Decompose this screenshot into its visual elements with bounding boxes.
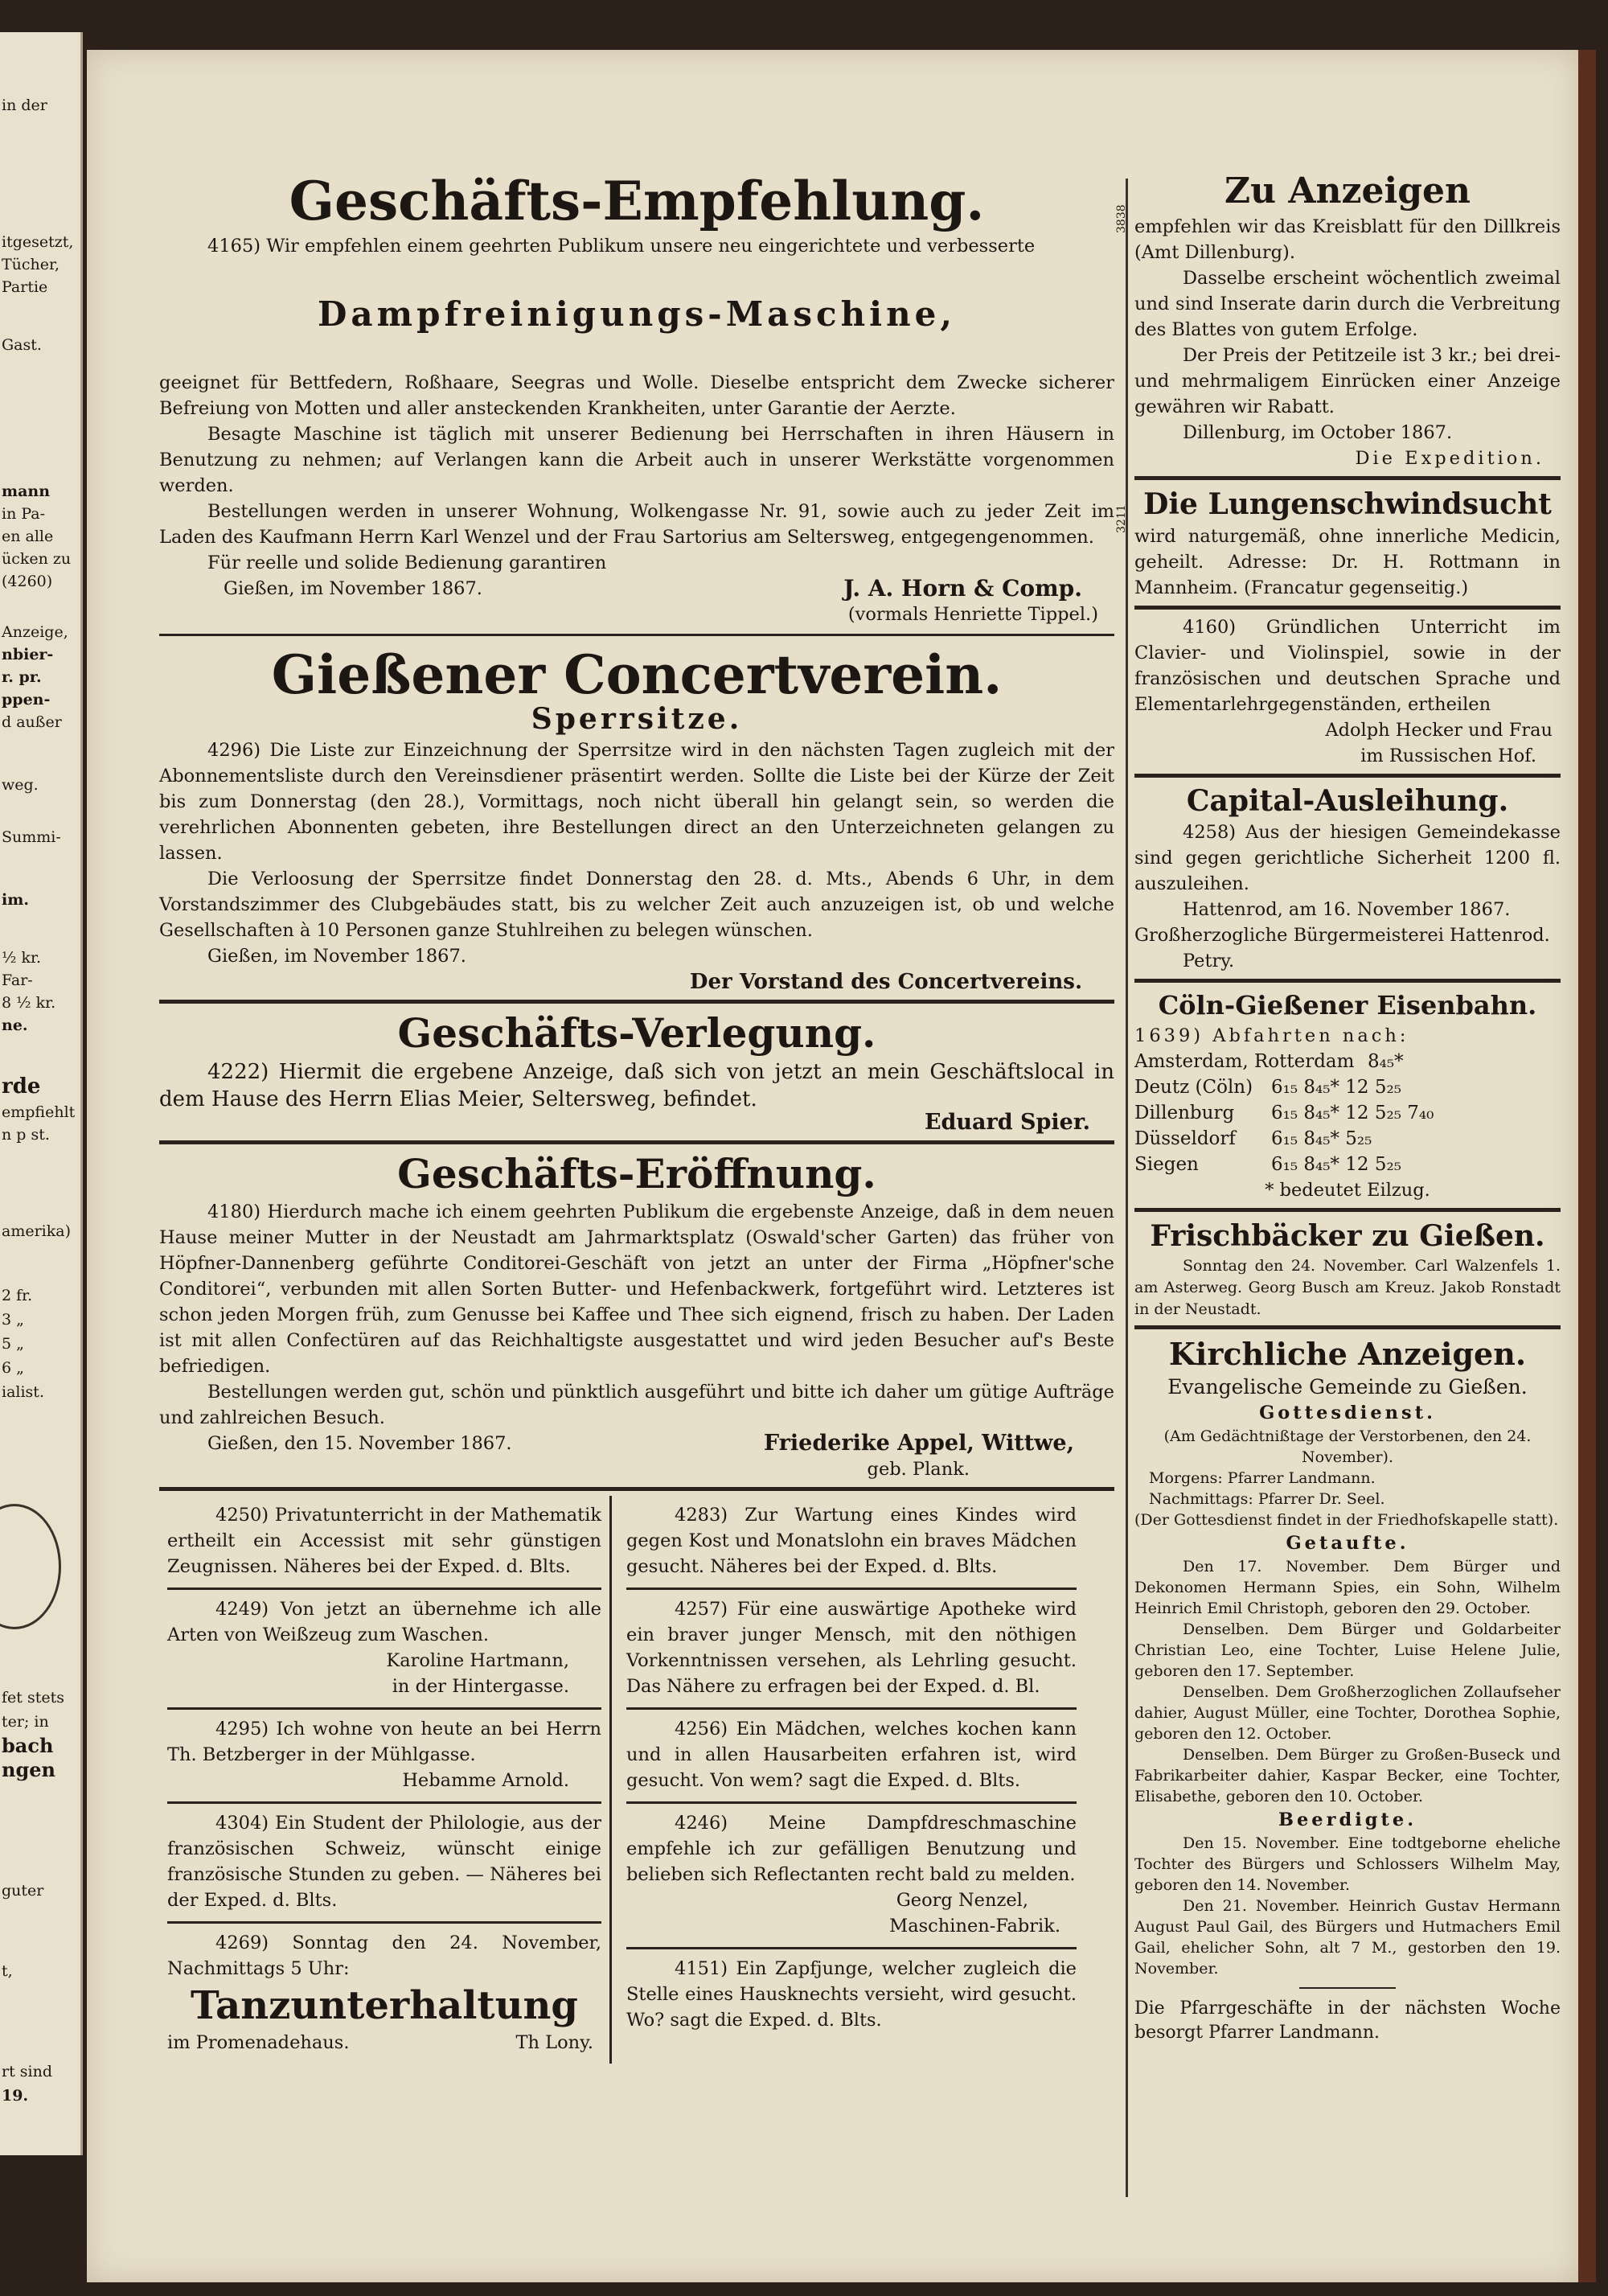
small-ad-text: 4269) Sonntag den 24. November, Nachmittags 5 Uhr:: [167, 1933, 601, 1979]
ad-stamp-number: 3211: [1115, 504, 1128, 533]
ad-signature: Der Vorstand des Concertvereins.: [689, 970, 1082, 994]
small-ads-right: [609, 1496, 1085, 2064]
ad-text: Bestellungen werden in unserer Wohnung, Wolkengasse Nr. 91, sowie auch zu jeder Zeit im Laden des Kaufmann Herrn Karl Wenzel und der Frau Sartorius am Seltersweg, entgegengenommen.: [159, 501, 1114, 548]
margin-fragment: weg.: [2, 776, 39, 794]
small-ad-signature: Hebamme Arnold.: [402, 1770, 569, 1791]
timetable-row: [1134, 1152, 1561, 1177]
register-entry: Denselben. Dem Großherzoglichen Zollaufseher dahier, August Müller, eine Tochter, Dorothea Sophie, geboren den 12. October.: [1134, 1683, 1561, 1743]
timetable-station: Dillenburg: [1134, 1103, 1235, 1123]
ad-signature: Petry.: [1183, 951, 1235, 971]
ad-church-notices: [1134, 1334, 1561, 2045]
small-ad-place: im Promenadehaus.: [167, 2032, 350, 2053]
ad-business-opening: [159, 1149, 1114, 1482]
small-ad-title: Tanzunterhaltung: [191, 1983, 578, 2028]
margin-fragment: itgesetzt,: [2, 233, 74, 251]
section-heading: Getaufte.: [1286, 1533, 1409, 1554]
small-ads-grid: [159, 1496, 1114, 2064]
timetable-times: 8₄₅*: [1368, 1051, 1404, 1072]
small-ad: [167, 1710, 601, 1804]
divider: [1134, 476, 1561, 480]
section-heading: Gottesdienst.: [1259, 1403, 1436, 1423]
margin-fragment: 2 fr.: [2, 1287, 33, 1304]
register-entry: Den 21. November. Heinrich Gustav Hermann August Paul Gail, des Bürgers und Hutmachers Emil Gail, ehelicher Sohn, alt 7 M., gestorben den 19. November.: [1134, 1897, 1561, 1978]
margin-fragment: fet stets: [2, 1689, 64, 1707]
ad-text: wird naturgemäß, ohne innerliche Medicin, geheilt. Adresse: Dr. H. Rottmann in Mannheim. (Francatur gegenseitig.): [1134, 526, 1561, 598]
ad-signature: im Russischen Hof.: [1360, 745, 1536, 766]
small-ad-text: 4246) Meine Dampfdreschmaschine empfehle ich zur gefälligen Benutzung und belieben sich Reflectanten recht bald zu melden.: [626, 1813, 1077, 1885]
margin-fragment: ne.: [2, 1017, 28, 1034]
ad-title: Capital-Ausleihung.: [1186, 784, 1509, 818]
divider: [159, 1000, 1114, 1004]
timetable-times: 6₁₅ 8₄₅* 12 5₂₅: [1271, 1077, 1401, 1098]
small-ad: [626, 1949, 1077, 2041]
right-column: [1115, 169, 1561, 2045]
column-rule: [1126, 179, 1128, 2197]
ad-cleaning-machine: [159, 169, 1114, 627]
ad-signature: J. A. Horn & Comp.: [843, 575, 1082, 602]
register-entry: Den 15. November. Eine todtgeborne eheliche Tochter des Bürgers und Schlossers Wilhelm May, geboren den 14. November.: [1134, 1834, 1561, 1894]
ad-place-date: Hattenrod, am 16. November 1867.: [1183, 899, 1511, 920]
small-ad-dance: [167, 1924, 601, 2064]
margin-fragment: en alle: [2, 528, 54, 545]
margin-fragment: im.: [2, 891, 29, 909]
divider: [1134, 979, 1561, 983]
ad-text: (Der Gottesdienst findet in der Friedhofskapelle statt).: [1134, 1511, 1559, 1529]
ad-consumption-cure: [1115, 485, 1561, 601]
small-ad-text: 4250) Privatunterricht in der Mathematik ertheilt ein Accessist mit sehr günstigen Zeugnissen. Näheres bei der Exped. d. Blts.: [167, 1505, 601, 1577]
margin-fragment: ialist.: [2, 1383, 44, 1401]
newspaper-page: [87, 50, 1596, 2282]
ad-text: 4180) Hierdurch mache ich einem geehrten Publikum die ergebenste Anzeige, daß in dem neuen Hause meiner Mutter in der Neustadt am Jahrmarktsplatz (Oswald'scher Garten) das früher von Höpfner-Dannenberg geführte Conditorei-Geschäft von jetzt an unter der Firma „Höpfner'sche Conditorei“, verbunden mit allen Sorten Butter- und Hefenbackwerk, fortgeführt wird. Letzteres ist schon jeden Morgen früh, zum Genusse bei Kaffee und Thee sich eignend, frisch zu haben. Der Laden ist mit allen Confectüren auf das Reichhaltigste ausgestattet und wird jeden Besucher auf's Beste befriedigen.: [159, 1201, 1114, 1377]
margin-fragment: guter: [2, 1882, 44, 1900]
margin-fragment: Summi-: [2, 828, 61, 846]
ad-railway-timetable: [1134, 988, 1561, 1203]
margin-fragment: 6 „: [2, 1359, 24, 1377]
small-ad: [626, 1804, 1077, 1949]
timetable-times: 6₁₅ 8₄₅* 12 5₂₅ 7₄₀: [1271, 1103, 1434, 1123]
timetable-station: Siegen: [1134, 1154, 1199, 1175]
ad-signature: Adolph Hecker und Frau: [1325, 720, 1553, 741]
ad-text: Bestellungen werden gut, schön und pünktlich ausgeführt und bitte ich daher um gütige Aufträge und zahlreichen Besuch.: [159, 1382, 1114, 1428]
ad-music-lessons: [1134, 614, 1561, 769]
timetable-station: Amsterdam, Rotterdam: [1134, 1051, 1355, 1072]
ad-title: Frischbäcker zu Gießen.: [1150, 1219, 1545, 1253]
ad-text: 1639) Abfahrten nach:: [1134, 1025, 1409, 1046]
ad-place-date: Gießen, im November 1867.: [224, 578, 482, 599]
ad-signature-row: [159, 576, 1114, 602]
small-ad-text: 4304) Ein Student der Philologie, aus der französischen Schweiz, wünscht einige französische Stunden zu geben. — Näheres bei der Exped. d. Blts.: [167, 1813, 601, 1911]
section-heading: Beerdigte.: [1278, 1809, 1417, 1830]
margin-fragment: n p st.: [2, 1126, 50, 1144]
ad-bakers: [1134, 1217, 1561, 1321]
ad-signature: Friederike Appel, Wittwe,: [764, 1431, 1074, 1456]
margin-fragment: empfiehlt: [2, 1103, 76, 1121]
ad-signature: Eduard Spier.: [924, 1110, 1090, 1135]
ad-text: Sonntag den 24. November. Carl Walzenfels 1. am Asterweg. Georg Busch am Kreuz. Jakob Ronstadt in der Neustadt.: [1134, 1257, 1561, 1318]
ad-title: Kirchliche Anzeigen.: [1168, 1336, 1527, 1372]
ad-title: Cöln-Gießener Eisenbahn.: [1158, 990, 1537, 1021]
ad-subtitle: Evangelische Gemeinde zu Gießen.: [1167, 1375, 1528, 1399]
margin-fragment: ter; in: [2, 1713, 49, 1731]
margin-fragment: Far-: [2, 971, 33, 989]
timetable-station: Deutz (Cöln): [1134, 1077, 1253, 1098]
timetable-row: [1134, 1126, 1561, 1152]
ad-business-relocation: [159, 1008, 1114, 1136]
margin-fragment: bach: [2, 1734, 54, 1757]
ad-text: Großherzogliche Bürgermeisterei Hattenrod.: [1134, 925, 1550, 946]
ad-title: Die Lungenschwindsucht: [1143, 487, 1552, 521]
ad-text: Die Pfarrgeschäfte in der nächsten Woche besorgt Pfarrer Landmann.: [1134, 1998, 1561, 2043]
timetable-station: Düsseldorf: [1134, 1128, 1236, 1149]
margin-fragment: nbier-: [2, 646, 54, 663]
small-ad-signature: in der Hintergasse.: [392, 1676, 569, 1697]
margin-fragment: 19.: [2, 2087, 29, 2105]
margin-fragment: in Pa-: [2, 505, 46, 523]
ad-signature: Die Expedition.: [1355, 448, 1544, 469]
small-ad-signature: Georg Nenzel,: [896, 1890, 1028, 1911]
margin-fragment: 3 „: [2, 1311, 24, 1329]
ad-text: Dasselbe erscheint wöchentlich zweimal und sind Inserate darin durch die Verbreitung des Blattes von gutem Erfolge.: [1134, 268, 1561, 340]
ad-text: Die Verloosung der Sperrsitze findet Donnerstag den 28. d. Mts., Abends 6 Uhr, in dem Vorstandszimmer des Clubgebäudes statt, bis zu welcher Zeit auch anzuzeigen ist, ob und welche Gesellschaften à 10 Personen ganze Stuhlreihen zu belegen wünschen.: [159, 869, 1114, 941]
small-ad-signature: Karoline Hartmann,: [386, 1650, 569, 1671]
margin-fragment: t,: [2, 1962, 13, 1980]
small-ad: [167, 1590, 601, 1710]
ad-place-date: Gießen, den 15. November 1867.: [207, 1433, 512, 1454]
margin-fragment: Anzeige,: [2, 623, 68, 641]
timetable-row: [1134, 1074, 1561, 1100]
timetable-row: [1134, 1049, 1561, 1074]
ad-capital-loan: [1134, 782, 1561, 974]
margin-fragment: rt sind: [2, 2063, 52, 2080]
margin-fragment: (4260): [2, 573, 53, 590]
margin-fragment: ½ kr.: [2, 949, 42, 967]
small-ad-text: 4249) Von jetzt an übernehme ich alle Arten von Weißzeug zum Waschen.: [167, 1599, 601, 1645]
ad-text: 4222) Hiermit die ergebene Anzeige, daß sich von jetzt an mein Geschäftslocal in dem Hause des Herrn Elias Meier, Seltersweg, befindet.: [159, 1060, 1114, 1111]
timetable-note: * bedeutet Eilzug.: [1265, 1180, 1430, 1201]
small-ad-text: 4151) Ein Zapfjunge, welcher zugleich die Stelle eines Hausknechts versieht, wird gesucht. Wo? sagt die Exped. d. Blts.: [626, 1958, 1077, 2031]
margin-fragment: ücken zu: [2, 550, 72, 568]
ad-text: Der Preis der Petitzeile ist 3 kr.; bei drei- und mehrmaligem Einrücken einer Anzeige gewähren wir Rabatt.: [1134, 345, 1561, 417]
divider: [1134, 774, 1561, 778]
ad-text: Morgens: Pfarrer Landmann.: [1149, 1469, 1376, 1487]
small-ad-signature: Maschinen-Fabrik.: [889, 1916, 1060, 1937]
divider: [159, 634, 1114, 636]
margin-fragment: in der: [2, 97, 47, 114]
small-ads-left: [159, 1496, 609, 2064]
small-ad: [626, 1496, 1077, 1590]
ad-title: Gießener Concertverein.: [271, 643, 1003, 706]
margin-fragment: d außer: [2, 713, 62, 731]
small-ad: [167, 1804, 601, 1924]
small-ad-signature-row: [167, 2030, 601, 2056]
timetable-row: [1134, 1100, 1561, 1126]
margin-fragment: r. pr.: [2, 668, 42, 686]
divider: [1299, 1987, 1396, 1989]
small-ad-text: 4295) Ich wohne von heute an bei Herrn Th. Betzberger in der Mühlgasse.: [167, 1719, 601, 1765]
register-entry: Den 17. November. Dem Bürger und Dekonomen Hermann Spies, ein Sohn, Wilhelm Heinrich Emil Christoph, geboren den 29. October.: [1134, 1558, 1561, 1617]
margin-fragment: ppen-: [2, 691, 51, 709]
ad-text: Für reelle und solide Bedienung garantiren: [207, 552, 607, 573]
ad-text: Nachmittags: Pfarrer Dr. Seel.: [1149, 1490, 1385, 1508]
small-ad-signature: Th Lony.: [515, 2032, 593, 2053]
margin-fragment: Gast.: [2, 336, 42, 354]
adjacent-page-fragment: [0, 32, 83, 2155]
seal-stamp-fragment: [0, 1504, 61, 1629]
divider: [159, 1487, 1114, 1491]
small-ad: [626, 1590, 1077, 1710]
small-ad-text: 4256) Ein Mädchen, welches kochen kann und in allen Hausarbeiten erfahren ist, wird gesucht. Von wem? sagt die Exped. d. Blts.: [626, 1719, 1077, 1791]
ad-place-date: Gießen, im November 1867.: [207, 946, 466, 967]
ad-subtitle: Sperrsitze.: [531, 702, 743, 736]
ad-text: geeignet für Bettfedern, Roßhaare, Seegras und Wolle. Dieselbe entspricht dem Zwecke sicherer Befreiung von Motten und aller ansteckenden Krankheiten, unter Garantie der Aerzte.: [159, 372, 1114, 419]
divider: [1134, 1208, 1561, 1212]
ad-text: Besagte Maschine ist täglich mit unserer Bedienung bei Herrschaften in ihren Häusern in Benutzung zu nehmen; auf Verlangen kann die Arbeit auch in unserer Werkstätte vorgenommen werden.: [159, 424, 1114, 496]
ad-district-paper: [1115, 169, 1561, 471]
margin-fragment: Partie: [2, 278, 48, 296]
margin-fragment: ngen: [2, 1758, 55, 1781]
ad-text: 4165) Wir empfehlen einem geehrten Publikum unsere neu eingerichtete und verbesserte: [207, 236, 1036, 257]
ad-text: 4258) Aus der hiesigen Gemeindekasse sind gegen gerichtliche Sicherheit 1200 fl. auszuleihen.: [1134, 822, 1561, 894]
ad-title: Geschäfts-Verlegung.: [397, 1009, 876, 1057]
ad-text: 4160) Gründlichen Unterricht im Clavier- und Violinspiel, sowie in der französischen und deutschen Sprache und Elementarlehrgegenständen, ertheilen: [1134, 617, 1561, 715]
margin-fragment: Tücher,: [2, 256, 60, 273]
timetable-times: 6₁₅ 8₄₅* 5₂₅: [1271, 1128, 1372, 1149]
ad-signature-note: (vormals Henriette Tippel.): [847, 604, 1098, 625]
left-column: [159, 169, 1114, 2064]
register-entry: Denselben. Dem Bürger und Goldarbeiter Christian Leo, eine Tochter, Luise Helene Julie, geboren den 17. September.: [1134, 1620, 1561, 1680]
margin-fragment: mann: [2, 483, 51, 500]
small-ad: [167, 1496, 601, 1590]
ad-text: (Am Gedächtnißtage der Verstorbenen, den 24. November).: [1163, 1427, 1532, 1466]
divider: [159, 1140, 1114, 1144]
margin-fragment: 5 „: [2, 1335, 24, 1353]
ad-signature-row: [159, 1431, 1114, 1456]
small-ad-text: 4257) Für eine auswärtige Apotheke wird ein braver junger Mensch, mit den nöthigen Vorkenntnissen versehen, als Lehrling gesucht. Das Nähere zu erfragen bei der Exped. d. Bl.: [626, 1599, 1077, 1697]
ad-title: Geschäfts-Empfehlung.: [289, 170, 985, 232]
ad-title: Zu Anzeigen: [1224, 170, 1471, 212]
timetable-times: 6₁₅ 8₄₅* 12 5₂₅: [1271, 1154, 1401, 1175]
small-ad: [626, 1710, 1077, 1804]
ad-text: 4296) Die Liste zur Einzeichnung der Sperrsitze wird in den nächsten Tagen zugleich mit der Abonnementsliste durch den Vereinsdiener präsentirt werden. Sollte die Liste bei der Kürze der Zeit bis zum Donnerstag (den 28.), Vormittags, noch nicht überall hin gelangt sein, so werden die verehrlichen Abonnenten gebeten, ihre Bestellungen direct an den Unterzeichneten gelangen zu lassen.: [159, 740, 1114, 864]
ad-stamp-number: 3838: [1115, 204, 1128, 233]
register-entry: Denselben. Dem Bürger zu Großen-Buseck und Fabrikarbeiter dahier, Kaspar Becker, eine Tochter, Elisabethe, geboren den 10. October.: [1134, 1746, 1561, 1805]
margin-fragment: amerika): [2, 1222, 72, 1240]
divider: [1134, 1325, 1561, 1329]
ad-concert-society: [159, 643, 1114, 995]
ad-place-date: Dillenburg, im October 1867.: [1183, 422, 1453, 443]
margin-fragment: rde: [2, 1074, 41, 1099]
ad-text: empfehlen wir das Kreisblatt für den Dillkreis (Amt Dillenburg).: [1134, 216, 1561, 263]
ad-title: Geschäfts-Eröffnung.: [397, 1150, 876, 1197]
divider: [1134, 606, 1561, 610]
margin-fragment: 8 ½ kr.: [2, 994, 56, 1012]
ad-headline: Dampfreinigungs-Maschine,: [318, 294, 956, 334]
small-ad-text: 4283) Zur Wartung eines Kindes wird gegen Kost und Monatslohn ein braves Mädchen gesucht. Näheres bei der Exped. d. Blts.: [626, 1505, 1077, 1577]
ad-signature-note: geb. Plank.: [867, 1459, 970, 1480]
